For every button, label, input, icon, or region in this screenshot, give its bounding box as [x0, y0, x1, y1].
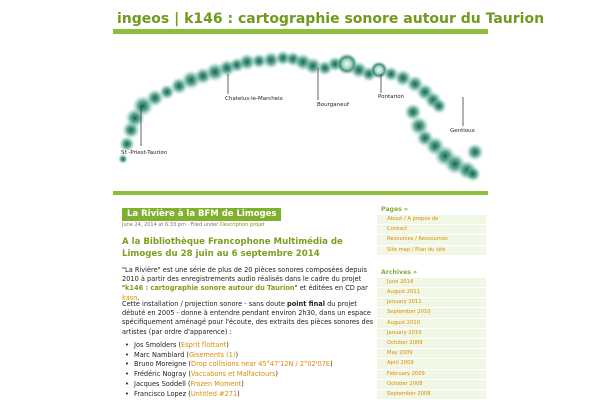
- archive-item[interactable]: [377, 278, 486, 288]
- archives-list: [377, 278, 486, 400]
- artist-list: [122, 341, 374, 399]
- archive-item[interactable]: [377, 329, 486, 339]
- pages-heading: Pages »: [381, 206, 409, 213]
- p2-text-2: du projet débuté en 2005 - donne à entendre pendant environ 2h30, dans un espace spécifiquement aménagé pour l'écoute, des extraits des pièces sonores des artistes (par ordre d'apparence) :: [122, 300, 374, 336]
- artist-work-link[interactable]: Vaccabons et Malfactours: [190, 370, 276, 379]
- archive-item[interactable]: [377, 359, 486, 369]
- archive-link[interactable]: June 2014: [387, 278, 414, 285]
- artist-item: • Francisco Lopez (Untitled #271): [125, 389, 240, 398]
- page-link[interactable]: Resources / Ressources: [387, 236, 448, 243]
- artist-item: • Marc Namblard (Gisements (1)): [125, 350, 239, 359]
- artist-work-link[interactable]: Drop collisions near 45°47'12N / 2°02'07E: [191, 360, 331, 369]
- p2-text-1: Cette installation / projection sonore - sans doute: [122, 300, 288, 308]
- post-meta: [122, 222, 265, 228]
- page-link-item[interactable]: [377, 215, 486, 225]
- page-link-item[interactable]: [377, 246, 486, 256]
- p1-text-2: " et éditées en CD par: [294, 284, 368, 293]
- post-category-link[interactable]: Description projet: [219, 222, 265, 228]
- archive-item[interactable]: [377, 370, 486, 380]
- archive-link[interactable]: October 2009: [387, 340, 423, 347]
- river-map: [113, 34, 488, 191]
- p1-text-end: .: [137, 293, 140, 302]
- post-paragraph-1: [122, 266, 374, 303]
- page-link[interactable]: Contact: [387, 226, 408, 233]
- archive-link[interactable]: May 2009: [387, 350, 413, 357]
- archive-item[interactable]: [377, 339, 486, 349]
- kasn-link[interactable]: kasn: [122, 293, 138, 302]
- post-paragraph-2: [122, 300, 374, 337]
- place-label-st-priest: St -Priest-Taurion: [121, 150, 168, 156]
- p2-bold: point final: [287, 300, 325, 308]
- map-banner: [113, 34, 488, 191]
- archive-item[interactable]: [377, 349, 486, 359]
- archive-item[interactable]: [377, 319, 486, 329]
- project-link[interactable]: k146 : cartographie sonore autour du Taurion: [125, 284, 295, 293]
- place-label-pontarion: Pontarion: [378, 94, 405, 100]
- post-date: June 24, 2014 at 6:33 pm: [122, 222, 186, 228]
- artist-item: • Frédéric Nogray (Vaccabons et Malfactours): [125, 370, 278, 379]
- archive-link[interactable]: January 2010: [387, 329, 422, 336]
- artist-work-link[interactable]: Esprit flottant: [181, 341, 227, 349]
- page-link-item[interactable]: [377, 225, 486, 235]
- post-filed-label: · Filed under: [187, 222, 219, 228]
- archive-link[interactable]: February 2009: [387, 370, 425, 377]
- place-label-chatelus: Chatelus-le-Marcheix: [225, 96, 283, 102]
- place-label-gentioux: Gentioux: [450, 128, 475, 134]
- artist-item: • Jos Smolders (Esprit flottant): [125, 341, 229, 349]
- sound-point: [431, 98, 447, 114]
- p1-text-1: "La Rivière" est une série de plus de 20 pièces sonores composées depuis 2010 à partir des enregistrements audio réalisés dans le cadre du projet ": [122, 266, 367, 293]
- pages-list: [377, 215, 486, 256]
- artist-item: • Jacques Soddell (Frozen Moment): [125, 379, 244, 388]
- archive-item[interactable]: [377, 298, 486, 308]
- artist-name: Marc Namblard: [134, 350, 185, 359]
- artist-name: Jos Smolders: [134, 341, 177, 349]
- sound-point: [466, 143, 484, 161]
- artist-item: • Bruno Moreigne (Drop collisions near 45°47'12N / 2°02'07E): [125, 360, 333, 369]
- archive-item[interactable]: [377, 380, 486, 390]
- archive-link[interactable]: September 2008: [387, 391, 431, 398]
- artist-work-link[interactable]: Untitled #271: [190, 389, 238, 398]
- archive-link[interactable]: August 2011: [387, 289, 421, 296]
- artist-work-link[interactable]: Frozen Moment: [190, 379, 242, 388]
- sidebar: [377, 204, 486, 400]
- artist-name: Bruno Moreigne: [134, 360, 187, 369]
- archive-item[interactable]: [377, 390, 486, 400]
- artist-name: Jacques Soddell: [134, 379, 186, 388]
- page-link-item[interactable]: [377, 235, 486, 245]
- page-link[interactable]: About / A propos de: [387, 216, 439, 222]
- artist-work-link[interactable]: Gisements (1): [188, 350, 236, 359]
- sound-point: [465, 166, 481, 182]
- page-link[interactable]: Site map / Plan du site: [387, 246, 446, 253]
- archive-link[interactable]: October 2008: [387, 380, 423, 387]
- archive-item[interactable]: [377, 308, 486, 318]
- archive-link[interactable]: April 2009: [387, 360, 414, 367]
- site-title[interactable]: ingeos | k146 : cartographie sonore autour du Taurion: [117, 11, 545, 27]
- artist-name: Frédéric Nogray: [134, 370, 187, 379]
- archive-link[interactable]: August 2010: [387, 319, 421, 326]
- sound-points: [118, 50, 484, 182]
- archive-link[interactable]: January 2011: [387, 299, 422, 306]
- archives-heading: Archives »: [381, 268, 418, 276]
- archive-link[interactable]: September 2010: [387, 309, 431, 316]
- post-title[interactable]: La Rivière à la BFM de Limoges: [122, 208, 281, 221]
- archive-item[interactable]: [377, 288, 486, 298]
- place-label-bourganeuf: Bourganeuf: [317, 102, 349, 108]
- post-heading: A la Bibliothèque Francophone Multimédia de Limoges du 28 juin au 6 septembre 2014: [122, 237, 343, 259]
- artist-name: Francisco Lopez: [134, 389, 187, 398]
